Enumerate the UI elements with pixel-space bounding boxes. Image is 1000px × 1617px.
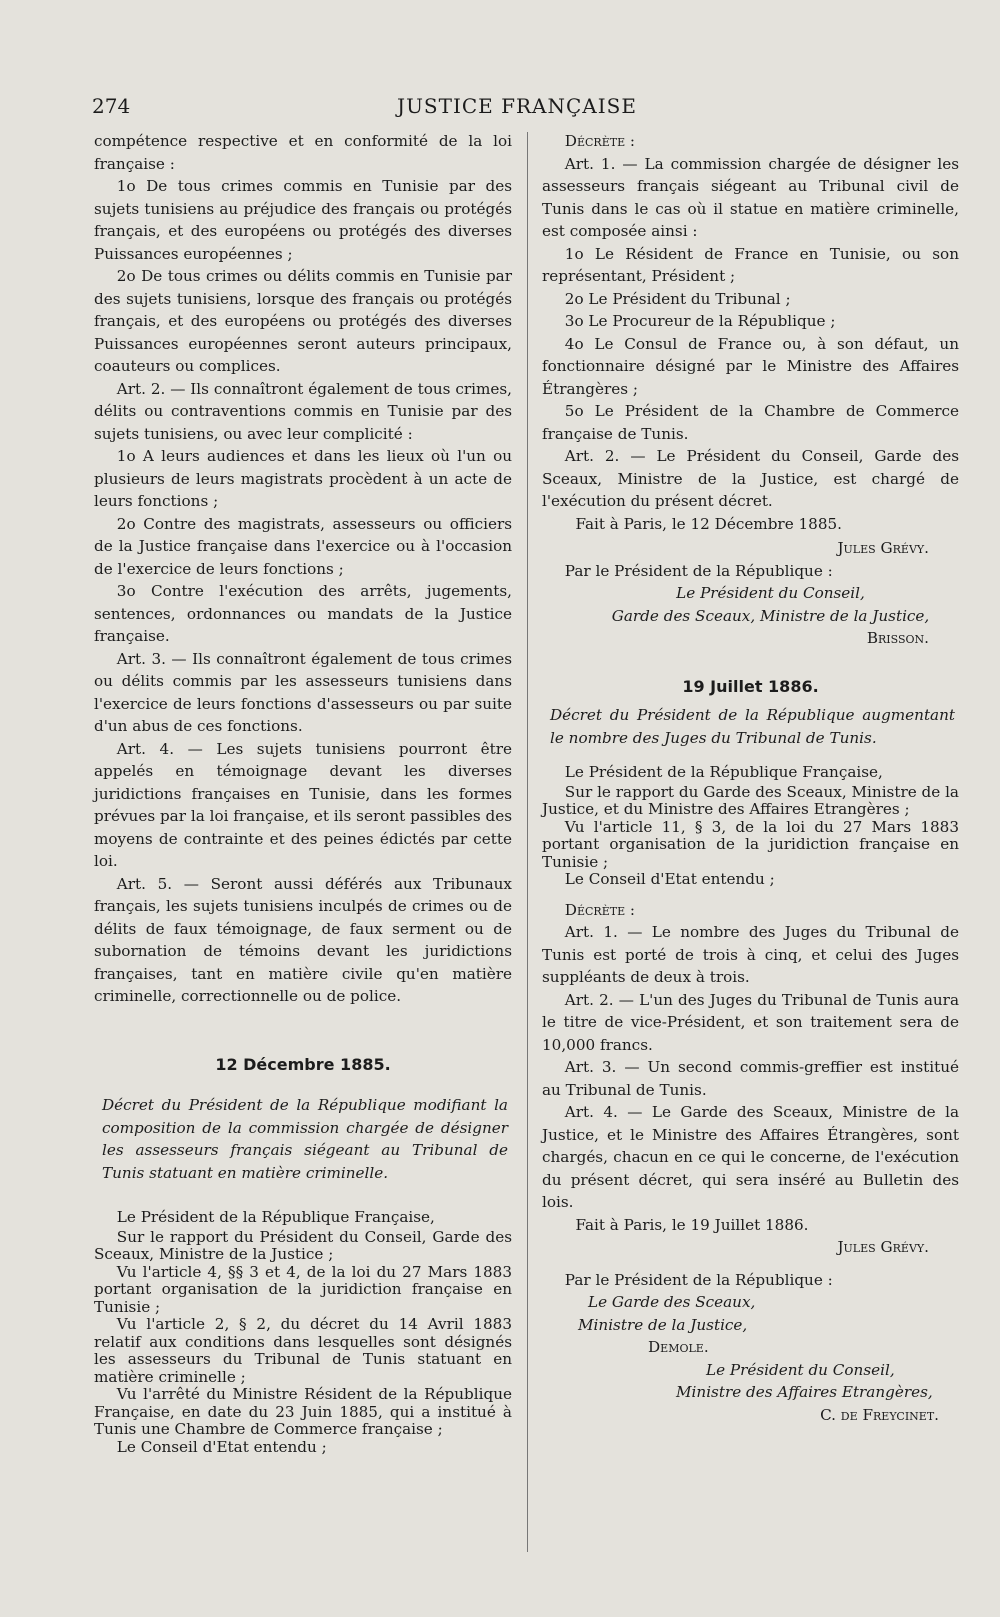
article-5: Art. 5. — Seront aussi déférés aux Tribunaux français, les sujets tunisiens inculpés de crimes ou de délits de faux témoignage, de faux serment ou de subornation de témoins devant les juridictions françaises, tant en matière civile qu'en matière criminelle, correctionnelle ou de police. [94, 874, 512, 1005]
signature-intro: Par le Président de la République : [564, 1270, 833, 1289]
preamble: Le Président de la République Française, [564, 763, 883, 781]
decree-date: 12 Décembre 1885. [215, 1054, 391, 1074]
decrete-heading: Décrète : [564, 900, 636, 919]
signature-intro: Par le Président de la République : [564, 561, 833, 580]
decree-title: Décret du Président de la République modifiant la composition de la commission chargée de désigner les assesseurs français siégeant au Tribunal de Tunis statuant en matière criminelle. [102, 1096, 508, 1182]
decrete-heading: Décrète : [564, 132, 636, 150]
paragraph: 3o Contre l'exécution des arrêts, jugements, sentences, ordonnances ou mandats de la Justice française. [94, 582, 512, 645]
article-3: Art. 3. — Un second commis-greffier est institué au Tribunal de Tunis. [542, 1058, 959, 1099]
signature: C. de Freycinet. [820, 1405, 939, 1424]
visa: Vu l'article 2, § 2, du décret du 14 Avril 1883 relatif aux conditions dans lesquelles sont désignés les assesseurs du Tribunal de Tunis statuant en matière criminelle ; [94, 1315, 512, 1386]
visa: Le Conseil d'Etat entendu ; [116, 1437, 327, 1456]
article-1: Art. 1. — Le nombre des Juges du Tribunal de Tunis est porté de trois à cinq, et celui des Juges suppléants de deux à trois. [542, 923, 959, 986]
fait-line: Fait à Paris, le 12 Décembre 1885. [575, 514, 842, 533]
article-3: Art. 3. — Ils connaîtront également de tous crimes ou délits commis par les assesseurs tunisiens dans l'exercice de leurs fonctions d'assesseurs ou par suite d'un abus de ces fonctions. [94, 649, 512, 735]
visa: Sur le rapport du Président du Conseil, Garde des Sceaux, Ministre de la Justice ; [94, 1227, 512, 1263]
paragraph: 2o De tous crimes ou délits commis en Tunisie par des sujets tunisiens, lorsque des français ou protégés français, et des européens ou protégés des diverses Puissances européennes seront auteurs principaux, coauteurs ou complices. [94, 267, 512, 375]
list-item: 3o Le Procureur de la République ; [564, 312, 836, 330]
article-2: Art. 2. — Ils connaîtront également de tous crimes, délits ou contraventions commis en Tunisie par des sujets tunisiens, ou avec leur complicité : [94, 379, 512, 443]
list-item: 1o Le Résident de France en Tunisie, ou son représentant, Président ; [542, 244, 959, 285]
visa-list [94, 1229, 512, 1457]
article-2: Art. 2. — L'un des Juges du Tribunal de Tunis aura le titre de vice-Président, et son traitement sera de 10,000 francs. [542, 990, 959, 1054]
signature: Demole. [648, 1338, 709, 1356]
signature-title: Le Président du Conseil, [706, 1360, 895, 1379]
running-title: JUSTICE FRANÇAISE [397, 94, 637, 118]
paragraph: compétence respective et en conformité de la loi française : [94, 132, 512, 173]
article-4: Art. 4. — Les sujets tunisiens pourront être appelés en témoignage devant les diverses juridictions françaises en Tunisie, dans les formes prévues par la loi française, et ils seront passibles des moyens de contrainte et des peines édictés par cette loi. [94, 739, 512, 870]
decree-date: 19 Juillet 1886. [682, 676, 819, 696]
visa: Le Conseil d'Etat entendu ; [564, 870, 775, 888]
visa: Sur le rapport du Garde des Sceaux, Ministre de la Justice, et du Ministre des Affaires Etrangères ; [542, 782, 959, 818]
left-column [94, 130, 512, 1456]
signature-title: Garde des Sceaux, Ministre de la Justice, [611, 606, 930, 625]
signature-title: Le Garde des Sceaux, [588, 1293, 756, 1311]
signature: Jules Grévy. [837, 1238, 929, 1256]
article-1: Art. 1. — La commission chargée de désigner les assesseurs français siégeant au Tribunal civil de Tunis dans le cas où il statue en matière criminelle, est composée ainsi : [542, 154, 959, 240]
visa: Vu l'article 4, §§ 3 et 4, de la loi du 27 Mars 1883 portant organisation de la juridiction française en Tunisie ; [94, 1262, 512, 1316]
signature: Brisson. [866, 629, 929, 647]
column-divider [527, 132, 528, 1552]
article-4: Art. 4. — Le Garde des Sceaux, Ministre de la Justice, et le Ministre des Affaires Étrangères, sont chargés, chacun en ce qui le concerne, de l'exécution du présent décret, qui sera inséré au Bulletin des lois. [542, 1103, 959, 1211]
signature-title: Le Président du Conseil, [676, 584, 865, 602]
right-column [542, 130, 959, 1426]
article-2: Art. 2. — Le Président du Conseil, Garde des Sceaux, Ministre de la Justice, est chargé de l'exécution du présent décret. [542, 447, 959, 510]
visa: Vu l'arrêté du Ministre Résident de la République Française, en date du 23 Juin 1885, qui a institué à Tunis une Chambre de Commerce française ; [94, 1385, 512, 1438]
visa: Vu l'article 11, § 3, de la loi du 27 Mars 1883 portant organisation de la juridiction française en Tunisie ; [542, 817, 959, 871]
fait-line: Fait à Paris, le 19 Juillet 1886. [575, 1215, 809, 1234]
paragraph: 1o De tous crimes commis en Tunisie par des sujets tunisiens au préjudice des français ou protégés français, et des européens ou protégés des diverses Puissances européennes ; [94, 177, 512, 263]
visa-list [542, 784, 959, 889]
paragraph: 1o A leurs audiences et dans les lieux où l'un ou plusieurs de leurs magistrats procèdent à un acte de leurs fonctions ; [94, 447, 512, 510]
list-item: 5o Le Président de la Chambre de Commerce française de Tunis. [542, 402, 959, 443]
page-number: 274 [92, 94, 131, 118]
signature-title: Ministre de la Justice, [578, 1315, 748, 1334]
decree-title: Décret du Président de la République augmentant le nombre des Juges du Tribunal de Tunis. [550, 706, 955, 747]
preamble: Le Président de la République Française, [116, 1208, 435, 1226]
signature: Jules Grévy. [837, 539, 929, 557]
page-header [92, 94, 942, 124]
list-item: 2o Le Président du Tribunal ; [564, 289, 791, 308]
signature-title: Ministre des Affaires Etrangères, [676, 1383, 933, 1401]
paragraph: 2o Contre des magistrats, assesseurs ou officiers de la Justice française dans l'exercice ou à l'occasion de l'exercice de leurs fonctions ; [94, 514, 512, 578]
list-item: 4o Le Consul de France ou, à son défaut, un fonctionnaire désigné par le Ministre des Affaires Étrangères ; [542, 334, 959, 398]
